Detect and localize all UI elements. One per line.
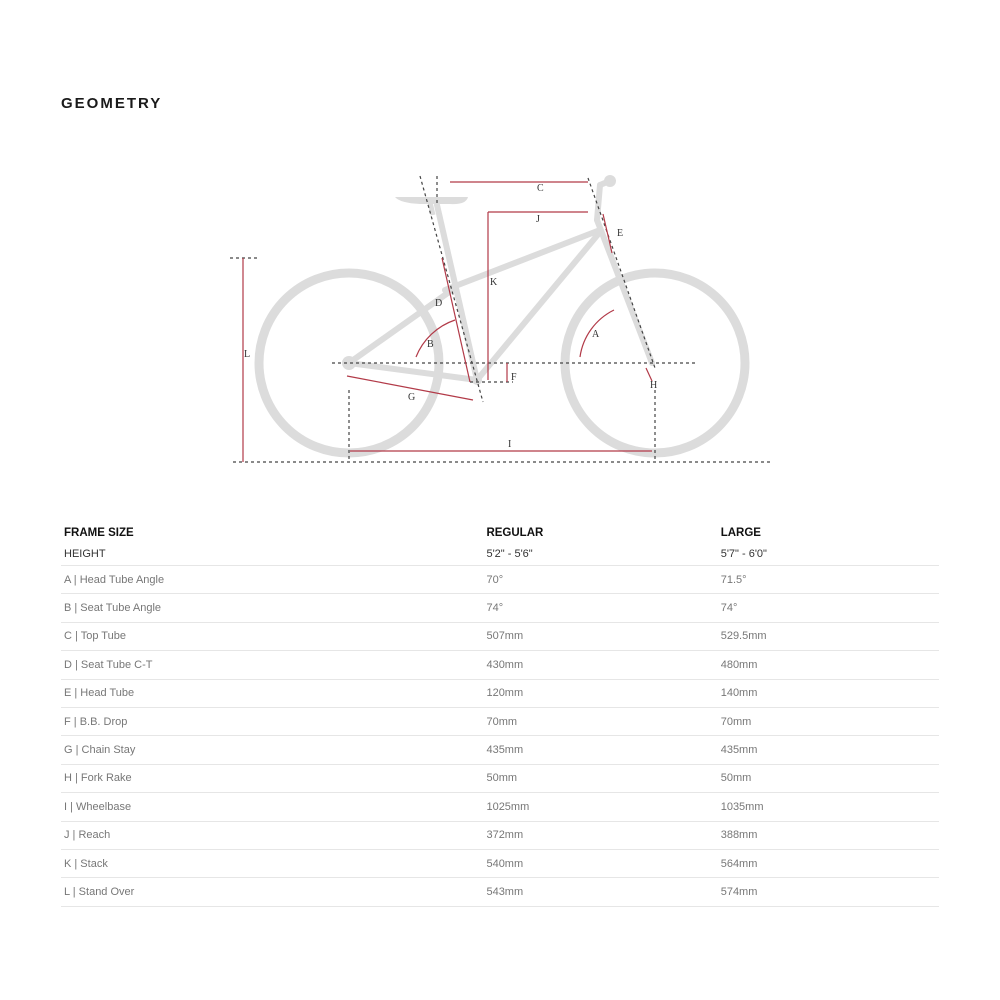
label-a: A — [592, 329, 600, 340]
row-label: G | Chain Stay — [61, 736, 486, 764]
label-d: D — [435, 298, 443, 309]
row-large: 1035mm — [721, 793, 939, 821]
row-label: E | Head Tube — [61, 679, 486, 707]
header-frame-size: FRAME SIZE — [64, 526, 134, 539]
page-title: GEOMETRY — [61, 95, 163, 112]
height-regular: 5'2" - 5'6" — [486, 543, 720, 566]
height-label: HEIGHT — [61, 543, 486, 566]
label-e: E — [617, 228, 624, 239]
label-b: B — [427, 339, 434, 350]
label-j: J — [536, 214, 540, 225]
row-large: 480mm — [721, 651, 939, 679]
label-h: H — [650, 380, 658, 391]
handlebar-end — [604, 175, 616, 187]
row-regular: 372mm — [486, 821, 720, 849]
row-large: 71.5° — [721, 566, 939, 594]
row-label: A | Head Tube Angle — [61, 566, 486, 594]
reference-lines — [230, 176, 772, 462]
row-regular: 120mm — [486, 679, 720, 707]
label-k: K — [490, 277, 498, 288]
row-regular: 50mm — [486, 764, 720, 792]
row-regular: 430mm — [486, 651, 720, 679]
height-large: 5'7" - 6'0" — [721, 543, 939, 566]
row-large: 50mm — [721, 764, 939, 792]
table-row — [61, 793, 939, 821]
row-label: D | Seat Tube C-T — [61, 651, 486, 679]
table-row — [61, 594, 939, 622]
row-large: 574mm — [721, 878, 939, 906]
row-large: 140mm — [721, 679, 939, 707]
row-regular: 74° — [486, 594, 720, 622]
row-large: 564mm — [721, 849, 939, 877]
table-row — [61, 736, 939, 764]
table-row — [61, 821, 939, 849]
row-regular: 70° — [486, 566, 720, 594]
row-label: I | Wheelbase — [61, 793, 486, 821]
table-row — [61, 651, 939, 679]
table-row — [61, 764, 939, 792]
row-large: 529.5mm — [721, 622, 939, 650]
label-i: I — [508, 439, 512, 450]
bike-geometry-diagram — [0, 160, 1000, 480]
label-c: C — [537, 183, 544, 194]
table-header-row — [61, 522, 939, 543]
row-regular: 543mm — [486, 878, 720, 906]
row-label: B | Seat Tube Angle — [61, 594, 486, 622]
row-label: F | B.B. Drop — [61, 707, 486, 735]
row-large: 74° — [721, 594, 939, 622]
label-f: F — [511, 372, 517, 383]
row-large: 70mm — [721, 707, 939, 735]
table-row — [61, 707, 939, 735]
bike-frame — [349, 180, 652, 380]
header-regular: REGULAR — [486, 526, 544, 539]
geometry-table — [61, 522, 939, 907]
row-label: J | Reach — [61, 821, 486, 849]
row-regular: 1025mm — [486, 793, 720, 821]
row-label: L | Stand Over — [61, 878, 486, 906]
row-label: C | Top Tube — [61, 622, 486, 650]
row-large: 435mm — [721, 736, 939, 764]
table-row — [61, 878, 939, 906]
row-label: H | Fork Rake — [61, 764, 486, 792]
height-row — [61, 543, 939, 566]
table-row — [61, 679, 939, 707]
table-row — [61, 849, 939, 877]
table-row — [61, 622, 939, 650]
table-row — [61, 566, 939, 594]
row-regular: 435mm — [486, 736, 720, 764]
row-regular: 540mm — [486, 849, 720, 877]
header-large: LARGE — [720, 526, 761, 539]
row-regular: 70mm — [486, 707, 720, 735]
label-l: L — [244, 349, 251, 360]
row-large: 388mm — [721, 821, 939, 849]
row-regular: 507mm — [486, 622, 720, 650]
row-label: K | Stack — [61, 849, 486, 877]
label-g: G — [408, 392, 416, 403]
